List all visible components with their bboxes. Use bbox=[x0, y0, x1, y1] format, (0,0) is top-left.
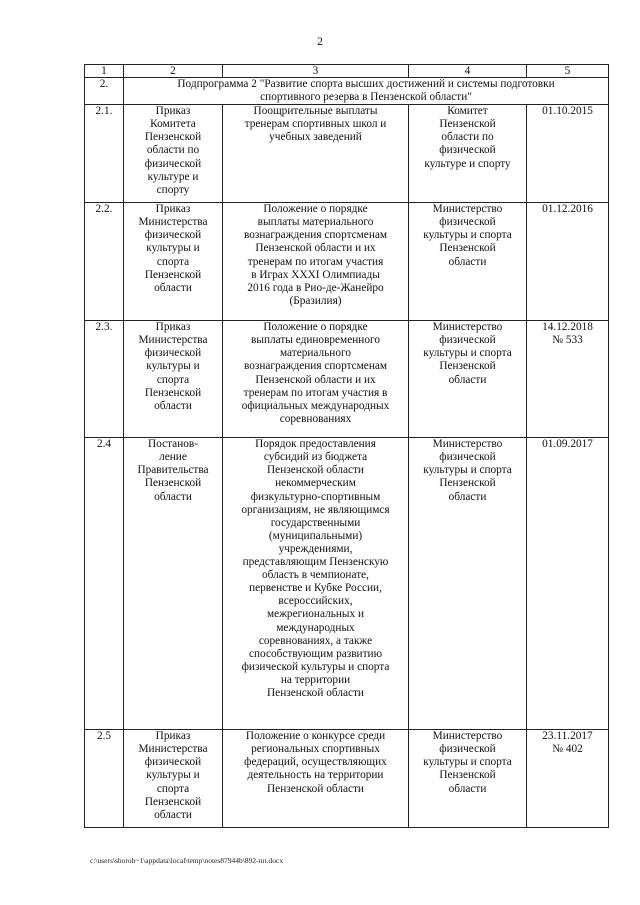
section-number: 2. bbox=[85, 78, 124, 105]
column-header: 5 bbox=[527, 65, 609, 78]
page-number: 2 bbox=[317, 36, 323, 48]
section-title: Подпрограмма 2 "Развитие спорта высших достижений и системы подготовки спортивного резерва в Пензенской области" bbox=[124, 78, 609, 105]
row-number: 2.5 bbox=[85, 730, 124, 828]
table-row bbox=[85, 438, 609, 730]
row-number: 2.1. bbox=[85, 105, 124, 203]
document-title: Положение о порядке выплаты единовременного материального вознаграждения спортсменам Пензенской области и их тренерам по итогам участия в официальных международных соревнованиях bbox=[223, 321, 409, 438]
column-header: 2 bbox=[124, 65, 223, 78]
row-number: 2.4 bbox=[85, 438, 124, 730]
document-date: 14.12.2018 № 533 bbox=[527, 321, 609, 438]
column-header: 4 bbox=[409, 65, 527, 78]
regulations-table bbox=[84, 64, 609, 828]
issuing-authority: Министерство физической культуры и спорта Пензенской области bbox=[409, 730, 527, 828]
table-row bbox=[85, 105, 609, 203]
section-row bbox=[85, 78, 609, 105]
document-title: Положение о порядке выплаты материального вознаграждения спортсменам Пензенской области и их тренерам по итогам участия в Играх XXXI Олимпиады 2016 года в Рио-де-Жанейро (Бразилия) bbox=[223, 203, 409, 321]
table-row bbox=[85, 730, 609, 828]
table-header-row bbox=[85, 65, 609, 78]
document-date: 01.12.2016 bbox=[527, 203, 609, 321]
column-header: 1 bbox=[85, 65, 124, 78]
document-type: Приказ Министерства физической культуры и спорта Пензенской области bbox=[124, 730, 223, 828]
row-number: 2.2. bbox=[85, 203, 124, 321]
document-title: Положение о конкурсе среди региональных спортивных федераций, осуществляющих деятельность на территории Пензенской области bbox=[223, 730, 409, 828]
document-title: Поощрительные выплаты тренерам спортивных школ и учебных заведений bbox=[223, 105, 409, 203]
document-type: Приказ Министерства физической культуры и спорта Пензенской области bbox=[124, 203, 223, 321]
document-title: Порядок предоставления субсидий из бюджета Пензенской области некоммерческим физкультурно-спортивным организациям, не являющимся государственными (муниципальными) учреждениями, представляющим Пензенскую область в чемпионате, первенстве и Кубке России, всероссийских, межрегиональных и международных соревнованиях, а также способствующим развитию физической культуры и спорта на территории Пензенской области bbox=[223, 438, 409, 730]
document-date: 23.11.2017 № 402 bbox=[527, 730, 609, 828]
table-row bbox=[85, 321, 609, 438]
document-date: 01.09.2017 bbox=[527, 438, 609, 730]
row-number: 2.3. bbox=[85, 321, 124, 438]
column-header: 3 bbox=[223, 65, 409, 78]
issuing-authority: Министерство физической культуры и спорта Пензенской области bbox=[409, 321, 527, 438]
document-type: Приказ Комитета Пензенской области по физической культуре и спорту bbox=[124, 105, 223, 203]
issuing-authority: Комитет Пензенской области по физической культуре и спорту bbox=[409, 105, 527, 203]
document-type: Постанов- ление Правительства Пензенской области bbox=[124, 438, 223, 730]
issuing-authority: Министерство физической культуры и спорта Пензенской области bbox=[409, 438, 527, 730]
footer-file-path: c:\users\shoroh~1\appdata\local\temp\notes87944b\892-пп.docx bbox=[90, 856, 284, 865]
table-row bbox=[85, 203, 609, 321]
document-type: Приказ Министерства физической культуры и спорта Пензенской области bbox=[124, 321, 223, 438]
document-date: 01.10.2015 bbox=[527, 105, 609, 203]
issuing-authority: Министерство физической культуры и спорта Пензенской области bbox=[409, 203, 527, 321]
